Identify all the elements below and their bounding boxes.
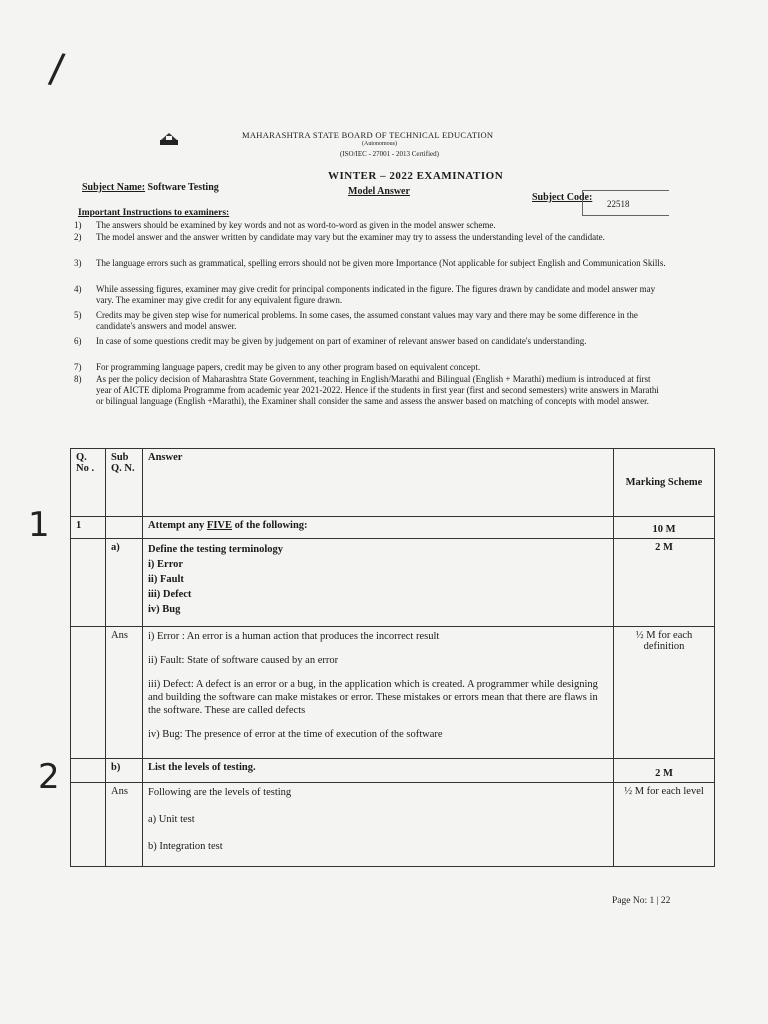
subject-code-label: Subject Code: [532, 192, 593, 203]
q1a-sub-number: a) [106, 539, 143, 627]
table-row-q1a [71, 539, 715, 627]
q1a-question [143, 539, 614, 627]
model-answer-title: Model Answer [348, 186, 410, 197]
instruction-item-7: 7) For programming language papers, credit may be given to any other program based on equivalent concept. [74, 362, 481, 372]
q1b-ans-label: Ans [106, 783, 143, 867]
q1a-empty [71, 539, 106, 627]
subject-name-row [82, 182, 219, 193]
table-row-q1 [71, 517, 715, 539]
table-row-q1b [71, 759, 715, 783]
q1b-answer-intro: Following are the levels of testing [148, 787, 292, 798]
q1a-item-defect: iii) Defect [148, 589, 192, 600]
q1b-scheme: ½ M for each level [614, 783, 715, 867]
iso-certification: (ISO/IEC - 27001 - 2013 Certified) [340, 150, 439, 158]
q1b-sub-number: b) [106, 759, 143, 783]
q1b-empty [71, 759, 106, 783]
instruction-item-2: 2) The model answer and the answer written by candidate may vary but the examiner may try to assess the understanding level of the candidate. [74, 232, 605, 242]
instruction-item-4: 4) While assessing figures, examiner may give credit for principal components indicated in the figure. The figures drawn by candidate and model answer may vary. The examiner may give credit for any equivalent figure drawn. [74, 284, 656, 305]
q1a-title: Define the testing terminology [148, 544, 284, 555]
q1b-marks: 2 M [614, 759, 715, 783]
instruction-item-8: 8) As per the policy decision of Maharashtra State Government, teaching in English/Marathi and Bilingual (English + Marathi) medium is introduced at first year of AICTE diploma Programme from academic year 2021-2022. Hence if the students in first year (first and second semesters) write answers in Marathi or bilingual language (English +Marathi), the Examiner shall consider the same and assess the answer based on matching of concepts with model answer. [74, 374, 659, 406]
board-logo-icon [158, 131, 180, 147]
q1a-item-bug: iv) Bug [148, 604, 181, 615]
header-marking-scheme: Marking Scheme [614, 449, 715, 517]
q1a-answer-defect: iii) Defect: A defect is an error or a bug, in the application which is created. A programmer while designing and building the software can make mistakes or error. These mistakes or errors mean that there are flaws in the software. These are called defects [148, 679, 598, 716]
instruction-item-5: 5) Credits may be given step wise for numerical problems. In some cases, the assumed constant values may vary and there may be some difference in the candidate's answers and model answer. [74, 310, 638, 331]
header-answer: Answer [143, 449, 614, 517]
autonomous-label: (Autonomous) [362, 141, 397, 147]
subject-name-value: Software Testing [147, 182, 219, 193]
q1-marks: 10 M [614, 517, 715, 539]
header-sub-qno: Sub Q. N. [106, 449, 143, 517]
q1b-ans-empty [71, 783, 106, 867]
page-number: Page No: 1 | 22 [612, 896, 671, 906]
q1-instruction: Attempt any FIVE of the following: [143, 517, 614, 539]
subject-code-box [582, 190, 669, 216]
margin-question-number-2: 2 [38, 757, 60, 797]
q1-sub-empty [106, 517, 143, 539]
instruction-item-6: 6) In case of some questions credit may be given by judgement on part of examiner of relevant answer based on candidate's understanding. [74, 336, 587, 346]
q1a-ans-label: Ans [106, 627, 143, 759]
q1b-question: List the levels of testing. [143, 759, 614, 783]
q1b-answer-unit-test: a) Unit test [148, 814, 195, 825]
table-row-q1a-answer [71, 627, 715, 759]
model-answer-table [70, 448, 715, 867]
q1b-answer-body [143, 783, 614, 867]
q1a-scheme: ½ M for each definition [614, 627, 715, 759]
q1a-answer-fault: ii) Fault: State of software caused by an error [148, 655, 339, 666]
q1a-item-error: i) Error [148, 559, 184, 570]
board-name: MAHARASHTRA STATE BOARD OF TECHNICAL EDUCATION [242, 130, 494, 140]
q1a-answer-body [143, 627, 614, 759]
subject-code-value: 22518 [607, 199, 630, 209]
instructions-title: Important Instructions to examiners: [78, 208, 230, 218]
header-qno: Q. No . [71, 449, 106, 517]
q1a-item-fault: ii) Fault [148, 574, 184, 585]
table-row-q1b-answer [71, 783, 715, 867]
q1a-answer-error: i) Error : An error is a human action that produces the incorrect result [148, 631, 440, 642]
q1-number: 1 [71, 517, 106, 539]
q1a-marks: 2 M [614, 539, 715, 627]
q1a-ans-empty [71, 627, 106, 759]
exam-title: WINTER – 2022 EXAMINATION [328, 170, 504, 182]
instruction-item-1: 1) The answers should be examined by key words and not as word-to-word as given in the model answer scheme. [74, 220, 496, 230]
instruction-item-3: 3) The language errors such as grammatical, spelling errors should not be given more Importance (Not applicable for subject English and Communication Skills. [74, 258, 666, 268]
q1b-answer-integration-test: b) Integration test [148, 841, 223, 852]
table-header-row [71, 449, 715, 517]
q1a-answer-bug: iv) Bug: The presence of error at the time of execution of the software [148, 729, 443, 740]
margin-question-number-1: 1 [28, 505, 50, 545]
margin-tick-mark: / [46, 45, 67, 93]
subject-name-label: Subject Name: [82, 182, 146, 193]
